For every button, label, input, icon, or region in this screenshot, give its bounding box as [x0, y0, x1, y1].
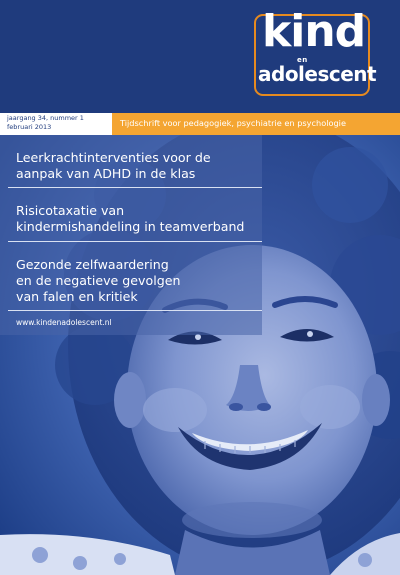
logo-kind-text: kind [262, 6, 366, 57]
headline-line: en de negatieve gevolgen [16, 273, 181, 288]
website-link[interactable]: www.kindenadolescent.nl [16, 318, 112, 327]
headline-line: Leerkrachtinterventies voor de [16, 150, 211, 165]
volume-number: jaargang 34, nummer 1 [7, 114, 84, 122]
headline-line: Gezonde zelfwaardering [16, 257, 169, 272]
headline-divider [8, 310, 262, 311]
headline-line: Risicotaxatie van [16, 203, 125, 218]
article-headline-zelfwaardering[interactable] [16, 257, 180, 305]
logo-adolescent-text: adolescent [258, 62, 377, 86]
logo-en-text: en [297, 56, 308, 64]
tagline-bar [112, 113, 400, 135]
issue-volume [7, 114, 84, 132]
headline-divider [8, 187, 262, 188]
journal-logo [254, 6, 377, 98]
issue-info-strip [0, 113, 400, 135]
headline-divider [8, 241, 262, 242]
journal-tagline: Tijdschrift voor pedagogiek, psychiatrie en psychologie [120, 118, 346, 128]
headline-line: kindermishandeling in teamverband [16, 219, 245, 234]
volume-box [0, 113, 112, 135]
headline-line: aanpak van ADHD in de klas [16, 166, 196, 181]
article-headline-adhd[interactable] [16, 150, 211, 182]
article-headline-risicotaxatie[interactable] [16, 203, 244, 235]
headline-line: van falen en kritiek [16, 289, 138, 304]
issue-date: februari 2013 [7, 123, 52, 131]
